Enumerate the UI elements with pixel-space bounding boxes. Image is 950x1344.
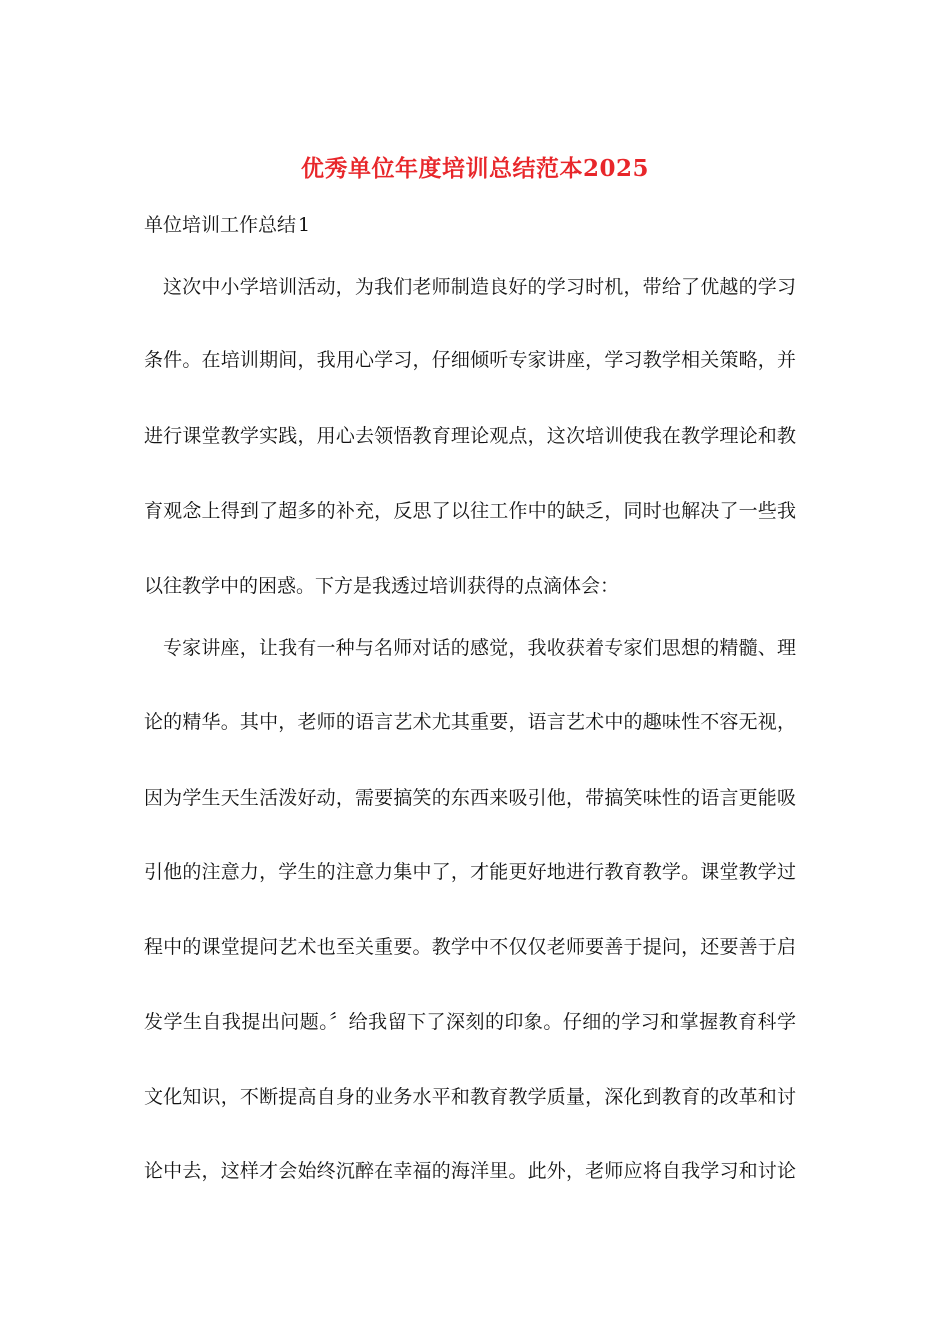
paragraph-line: 因为学生天生活泼好动，需要搞笑的东西来吸引他，带搞笑味性的语言更能吸	[144, 787, 796, 809]
section-number: 1	[298, 214, 311, 236]
section-heading	[144, 211, 310, 239]
paragraph-line: 专家讲座，让我有一种与名师对话的感觉，我收获着专家们思想的精髓、理	[163, 637, 796, 659]
paragraph-line: 引他的注意力，学生的注意力集中了，才能更好地进行教育教学。课堂教学过	[144, 861, 796, 883]
paragraph-line: 论的精华。其中，老师的语言艺术尤其重要，语言艺术中的趣味性不容无视，	[144, 711, 796, 733]
document-title: 优秀单位年度培训总结范本2025	[300, 155, 649, 182]
paragraph-line: 发学生自我提出问题。〞给我留下了深刻的印象。仔细的学习和掌握教育科学	[144, 1011, 796, 1033]
paragraph-line: 这次中小学培训活动，为我们老师制造良好的学习时机，带给了优越的学习	[163, 276, 796, 298]
paragraph-line: 育观念上得到了超多的补充，反思了以往工作中的缺乏，同时也解决了一些我	[144, 500, 796, 522]
paragraph-line: 论中去，这样才会始终沉醉在幸福的海洋里。此外，老师应将自我学习和讨论	[144, 1160, 796, 1182]
paragraph-line: 进行课堂教学实践，用心去领悟教育理论观点，这次培训使我在教学理论和教	[144, 425, 796, 447]
paragraph-line: 以往教学中的困惑。下方是我透过培训获得的点滴体会：	[144, 575, 620, 597]
paragraph-line: 条件。在培训期间，我用心学习，仔细倾听专家讲座，学习教学相关策略，并	[144, 349, 796, 371]
paragraph-line: 程中的课堂提问艺术也至关重要。教学中不仅仅老师要善于提问，还要善于启	[144, 936, 796, 958]
paragraph-line: 文化知识，不断提高自身的业务水平和教育教学质量，深化到教育的改革和讨	[144, 1086, 796, 1108]
section-heading-text: 单位培训工作总结	[144, 214, 297, 236]
